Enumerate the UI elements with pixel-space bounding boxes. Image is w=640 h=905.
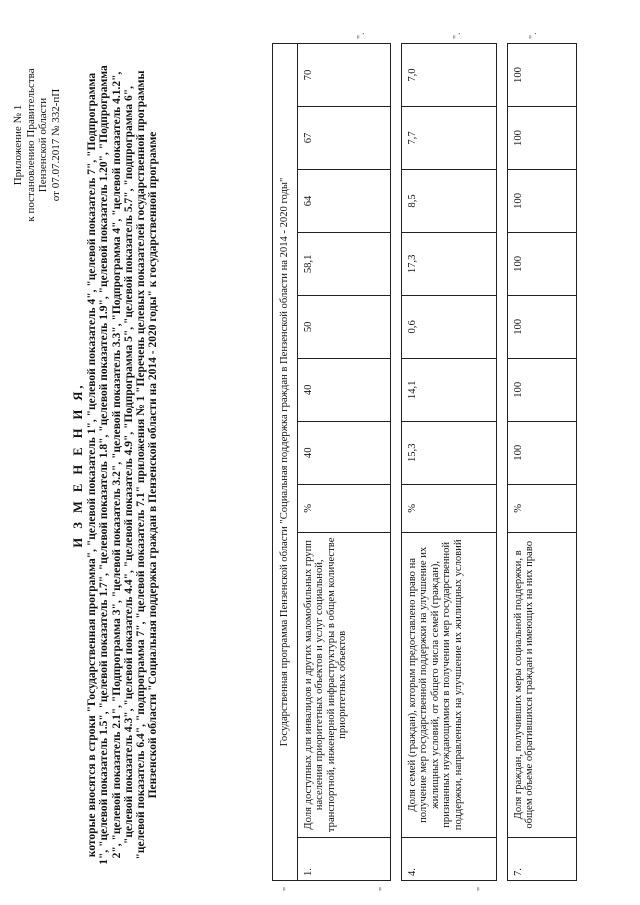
row-gap — [390, 44, 401, 881]
open-quote-mark: " — [378, 886, 389, 891]
value-cell: 0,6 — [401, 295, 496, 358]
document-title — [72, 65, 159, 865]
row-number: 1. — [297, 837, 390, 880]
table-row — [507, 44, 576, 881]
value-cell: 100 — [507, 107, 576, 170]
value-cell: 100 — [507, 44, 576, 107]
appendix-line: Пензенской области — [37, 97, 50, 193]
table-row — [297, 44, 390, 881]
value-cell: 67 — [297, 107, 390, 170]
value-cell: 7,0 — [401, 44, 496, 107]
value-cell: 8,5 — [401, 169, 496, 232]
value-cell: 14,1 — [401, 358, 496, 421]
gap-cell — [496, 44, 507, 881]
table-header-row — [273, 44, 298, 881]
close-quote-mark: ". — [356, 32, 367, 39]
indicator-name: Доля семей (граждан), которым предоставлено право на получение мер государственной поддержки на улучшение их жилищных условий, от общего числа семей (граждан), признанных нуждающимися в получении мер государственной поддержки, направленных на улучшение их жилищных условий — [401, 532, 496, 837]
unit-cell: % — [297, 484, 390, 532]
value-cell: 100 — [507, 232, 576, 295]
title-heading: И З М Е Н Е Н И Я, — [71, 382, 85, 548]
row-gap — [496, 44, 507, 881]
value-cell: 15,3 — [401, 421, 496, 484]
gap-cell — [390, 44, 401, 881]
value-cell: 58,1 — [297, 232, 390, 295]
value-cell: 40 — [297, 358, 390, 421]
appendix-line: от 07.07.2017 № 332-пП — [49, 88, 62, 202]
unit-cell: % — [401, 484, 496, 532]
row-number: 4. — [401, 837, 496, 880]
value-cell: 40 — [297, 421, 390, 484]
table-row — [401, 44, 496, 881]
value-cell: 100 — [507, 295, 576, 358]
table-header-cell: Государственная программа Пензенской области "Социальная поддержка граждан в Пензенской области на 2014 - 2020 годы" — [273, 44, 298, 881]
appendix-line: к постановлению Правительства — [24, 68, 37, 222]
indicator-name: Доля доступных для инвалидов и других маломобильных групп населения приоритетных объектов и услуг социальной, транспортной, инженерной инфраструктуры в общем количестве приоритетных объектов — [297, 532, 390, 837]
value-cell: 64 — [297, 169, 390, 232]
close-quote-mark: ". — [528, 32, 539, 39]
value-cell: 100 — [507, 358, 576, 421]
value-cell: 50 — [297, 295, 390, 358]
appendix-line: Приложение № 1 — [12, 104, 24, 186]
value-cell: 100 — [507, 169, 576, 232]
title-body: которые вносятся в строки "Государственная программа", "целевой показатель 1", "целевой показатель 4", "целевой показатель 7", "Подпрограмма 1", "целевой показатель 1.5", "целевой показатель 1.7", "целевой показатель 1.8", "целевой показатель 1.9", "целевой показатель 1.20", "Подпрограмма 2", "целевой показатель 2.1", "Подпрограмма 3", "целевой показатель 3.2", "целевой показатель 3.3", "Подпрограмма 4", "целевой показатель 4.1.2", "целевой показатель 4.3", "целевой показатель 4.4", "целевой показатель 4.9", "Подпрограмма 5", "целевой показатель 5.7", "подпрограмма 6", "целевой показатель 6.4", "подпрограмма 7", "целевой показатель 7.1" приложения № 1 "Перечень целевых показателей государственной программы Пензенской области "Социальная поддержка граждан в Пензенской области на 2014 - 2020 годы" к государственной программе — [86, 65, 160, 865]
indicators-table — [272, 43, 577, 881]
value-cell: 100 — [507, 421, 576, 484]
row-number: 7. — [507, 837, 576, 880]
open-quote-mark: " — [476, 886, 487, 891]
value-cell: 7,7 — [401, 107, 496, 170]
close-quote-mark: ". — [452, 32, 463, 39]
value-cell: 17,3 — [401, 232, 496, 295]
unit-cell: % — [507, 484, 576, 532]
appendix-block — [12, 35, 62, 255]
value-cell: 70 — [297, 44, 390, 107]
open-quote-mark: " — [282, 886, 293, 891]
indicator-name: Доля граждан, получивших меры социальной поддержки, в общем объеме обратившихся граждан и имеющих на них право — [507, 532, 576, 837]
